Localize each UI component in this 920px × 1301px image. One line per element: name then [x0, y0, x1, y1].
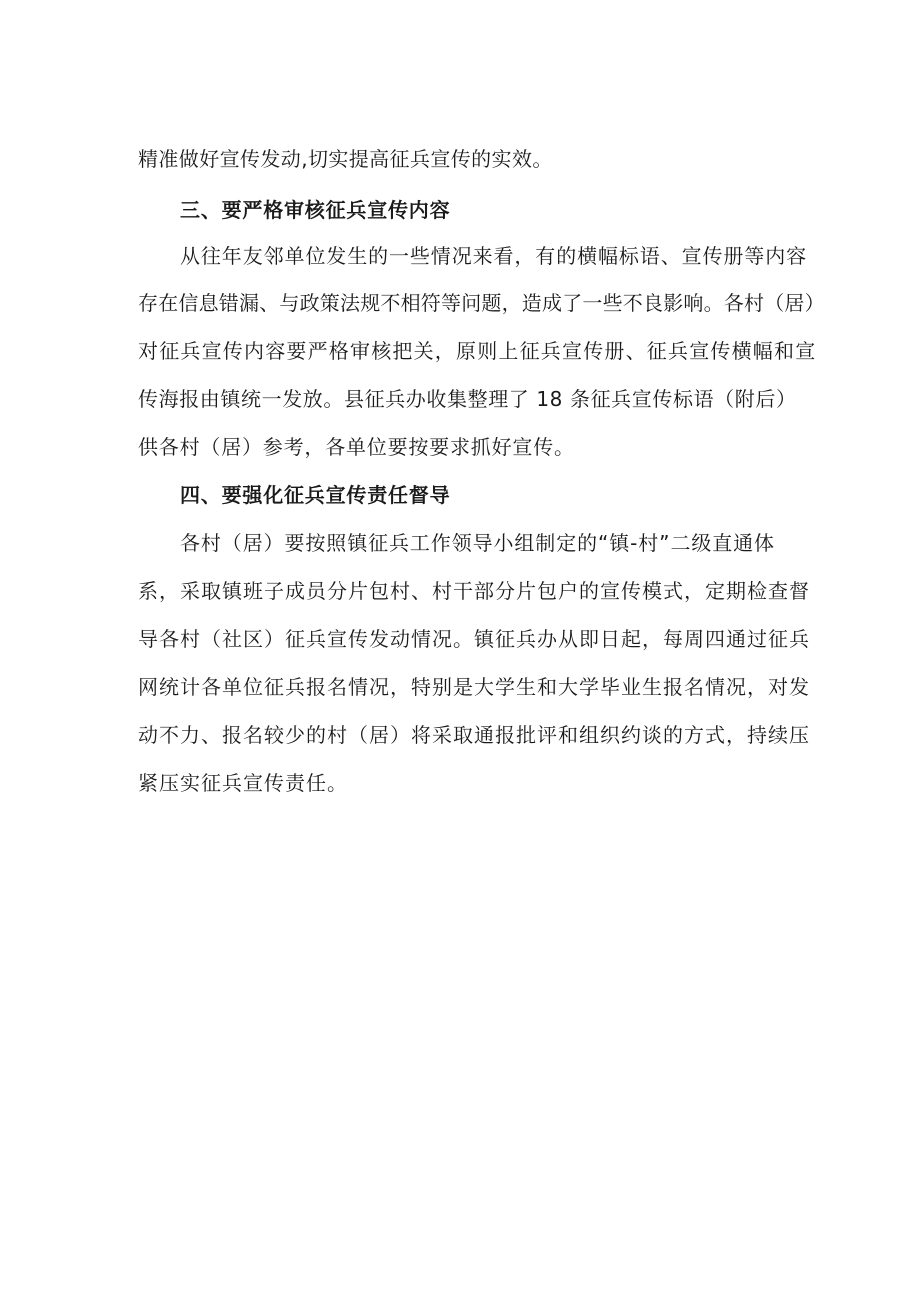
paragraph-line: 动不力、报名较少的村（居）将采取通报批评和组织约谈的方式，持续压 [138, 723, 810, 747]
paragraph-line: 导各村（社区）征兵宣传发动情况。镇征兵办从即日起，每周四通过征兵 [138, 627, 810, 651]
paragraph-line: 存在信息错漏、与政策法规不相符等问题，造成了一些不良影响。各村（居） [138, 291, 825, 315]
paragraph-line: 传海报由镇统一发放。县征兵办收集整理了 18 条征兵宣传标语（附后） [138, 387, 797, 411]
paragraph-line: 紧压实征兵宣传责任。 [138, 771, 348, 795]
paragraph-line: 从往年友邻单位发生的一些情况来看，有的横幅标语、宣传册等内容 [180, 244, 807, 268]
section-heading-3: 三、要严格审核征兵宣传内容 [180, 198, 451, 222]
paragraph-line: 精准做好宣传发动,切实提高征兵宣传的实效。 [138, 147, 553, 171]
section-heading-4: 四、要强化征兵宣传责任督导 [180, 483, 451, 507]
paragraph-line: 供各村（居）参考，各单位要按要求抓好宣传。 [138, 435, 575, 459]
paragraph-line: 对征兵宣传内容要严格审核把关，原则上征兵宣传册、征兵宣传横幅和宣 [138, 339, 817, 363]
paragraph-line: 网统计各单位征兵报名情况，特别是大学生和大学毕业生报名情况，对发 [138, 675, 810, 699]
paragraph-line: 各村（居）要按照镇征兵工作领导小组制定的“镇-村”二级直通体 [180, 531, 775, 555]
paragraph-line: 系，采取镇班子成员分片包村、村干部分片包户的宣传模式，定期检查督 [138, 579, 810, 603]
